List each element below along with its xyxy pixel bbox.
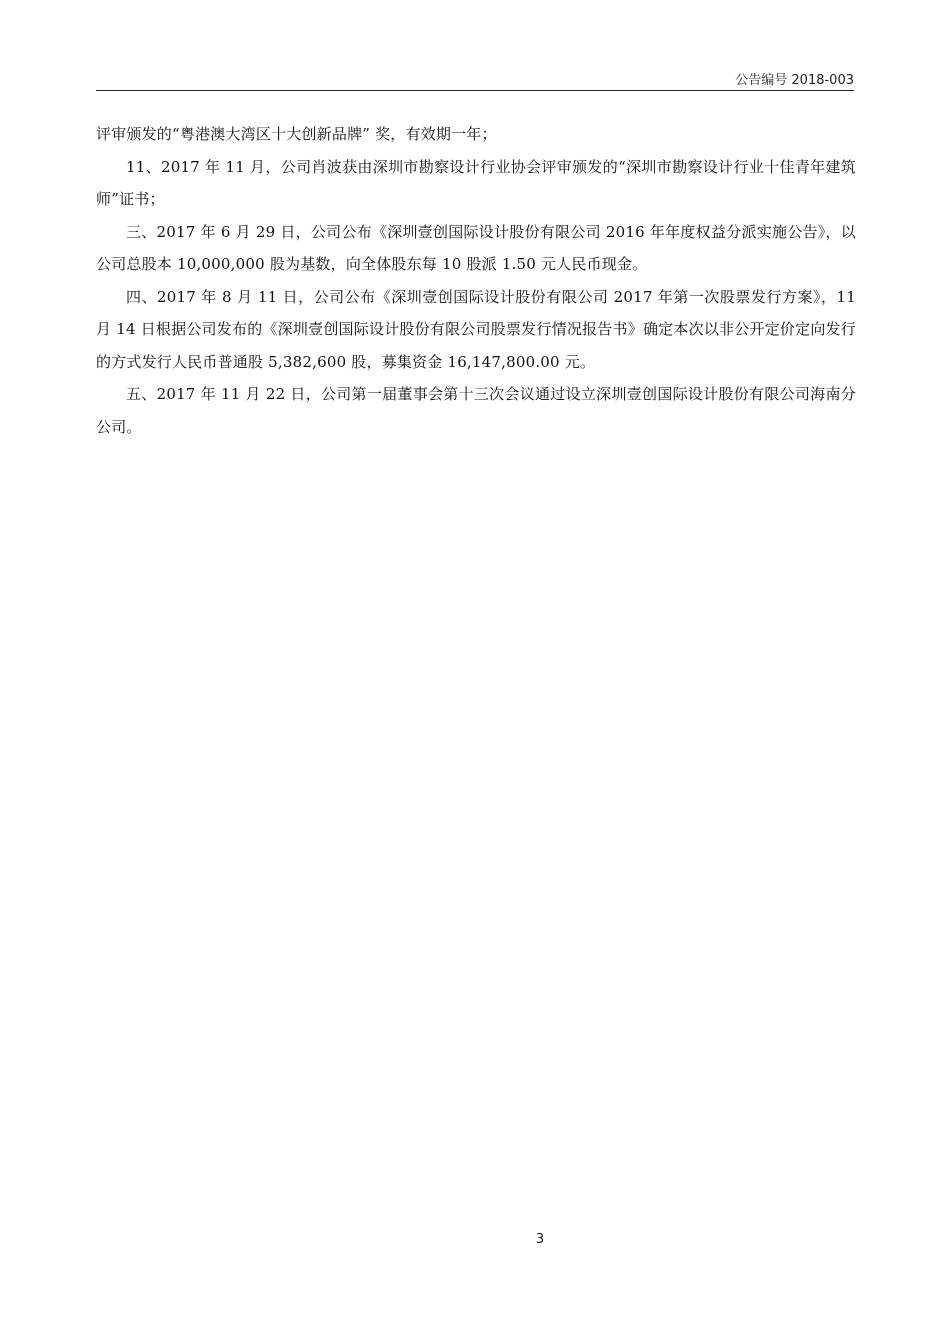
page-header	[96, 64, 854, 91]
paragraph-section-3: 三、2017 年 6 月 29 日，公司公布《深圳壹创国际设计股份有限公司 2016 年年度权益分派实施公告》，以公司总股本 10,000,000 股为基数，向全体股东每 10 股派 1.50 元人民币现金。	[96, 222, 856, 273]
document-body	[96, 118, 856, 443]
paragraph-section-5: 五、2017 年 11 月 22 日，公司第一届董事会第十三次会议通过设立深圳壹创国际设计股份有限公司海南分公司。	[96, 385, 856, 436]
announcement-number: 公告编号 2018-003	[735, 73, 854, 88]
page-number: 3	[535, 1232, 545, 1247]
paragraph-item-11: 11、2017 年 11 月，公司肖波获由深圳市勘察设计行业协会评审颁发的“深圳市勘察设计行业十佳青年建筑师”证书；	[96, 157, 856, 208]
paragraph-award-continuation: 评审颁发的“粤港澳大湾区十大创新品牌” 奖，有效期一年；	[96, 125, 497, 143]
paragraph-section-4: 四、2017 年 8 月 11 日，公司公布《深圳壹创国际设计股份有限公司 2017 年第一次股票发行方案》，11 月 14 日根据公司发布的《深圳壹创国际设计股份有限公司股票发行情况报告书》确定本次以非公开定价定向发行的方式发行人民币普通股 5,382,600 股，募集资金 16,147,800.00 元。	[96, 287, 856, 371]
